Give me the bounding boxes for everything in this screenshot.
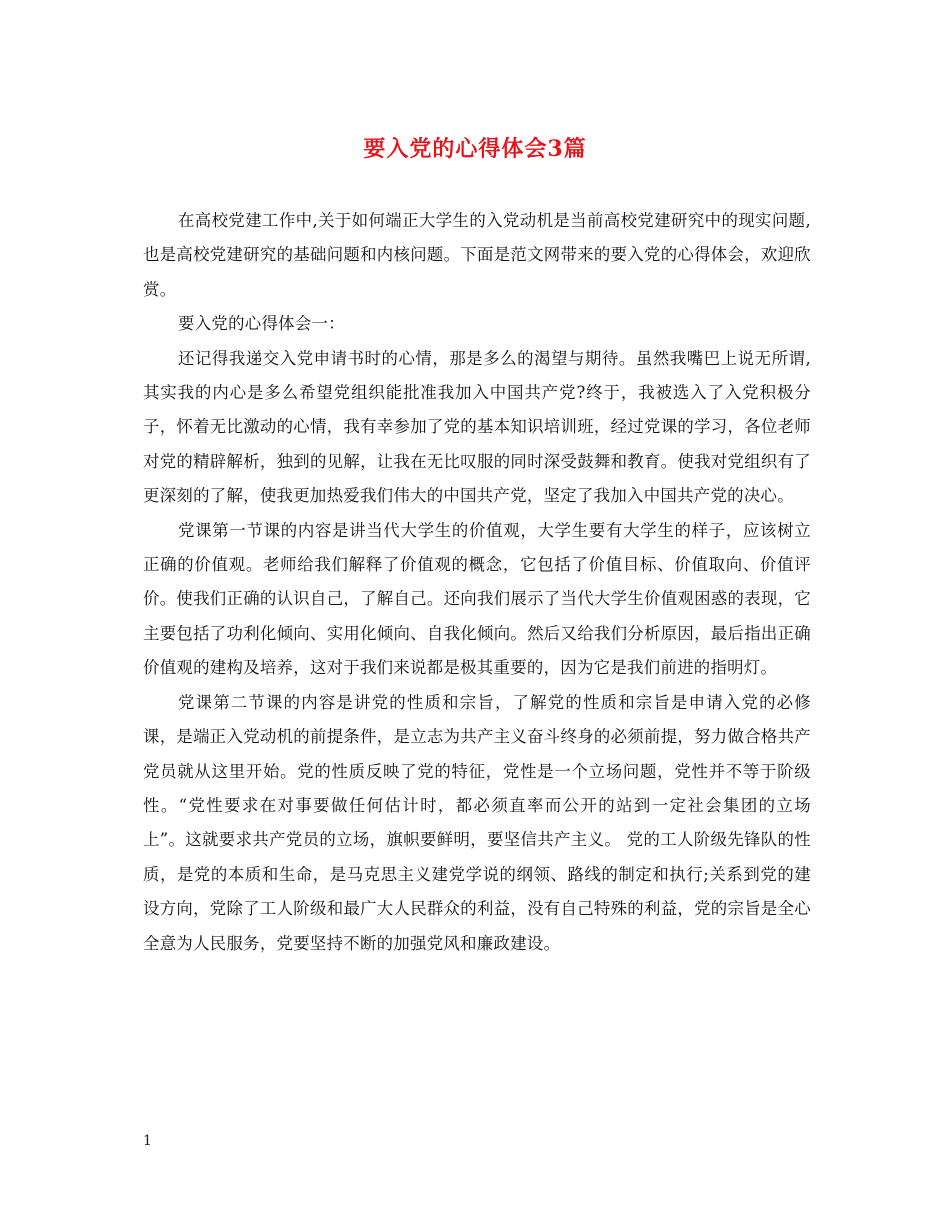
section-heading: 要入党的心得体会一： (178, 314, 345, 334)
body-paragraph: 还记得我递交入党申请书时的心情，那是多么的渴望与期待。虽然我嘴巴上说无所谓,其实我的内心是多么希望党组织能批准我加入中国共产党?终于，我被选入了入党积极分子，怀着无比激动的心情，我有幸参加了党的基本知识培训班，经过党课的学习，各位老师对党的精辟解析，独到的见解，让我在无比叹服的同时深受鼓舞和教育。使我对党组织有了更深刻的了解，使我更加热爱我们伟大的中国共产党，坚定了我加入中国共产党的决心。 (143, 348, 811, 506)
intro-paragraph: 在高校党建工作中,关于如何端正大学生的入党动机是当前高校党建研究中的现实问题,也是高校党建研究的基础问题和内核问题。下面是范文网带来的要入党的心得体会，欢迎欣赏。 (143, 211, 811, 299)
page-number: 1 (143, 1133, 152, 1149)
body-paragraph: 党课第一节课的内容是讲当代大学生的价值观，大学生要有大学生的样子，应该树立正确的价值观。老师给我们解释了价值观的概念，它包括了价值目标、价值取向、价值评价。使我们正确的认识自己，了解自己。还向我们展示了当代大学生价值观困惑的表现，它主要包括了功利化倾向、实用化倾向、自我化倾向。然后又给我们分析原因，最后指出正确价值观的建构及培养，这对于我们来说都是极其重要的，因为它是我们前进的指明灯。 (143, 520, 811, 678)
document-body (143, 204, 811, 961)
document-title: 要入党的心得体会3篇 (363, 136, 587, 162)
body-paragraph: 党课第二节课的内容是讲党的性质和宗旨，了解党的性质和宗旨是申请入党的必修课，是端正入党动机的前提条件，是立志为共产主义奋斗终身的必须前提，努力做合格共产党员就从这里开始。党的性质反映了党的特征，党性是一个立场问题，党性并不等于阶级性。“党性要求在对事要做任何估计时，都必须直率而公开的站到一定社会集团的立场上”。这就要求共产党员的立场，旗帜要鲜明，要坚信共产主义。 党的工人阶级先锋队的性质，是党的本质和生命，是马克思主义建党学说的纲领、路线的制定和执行;关系到党的建设方向，党除了工人阶级和最广大人民群众的利益，没有自己特殊的利益，党的宗旨是全心全意为人民服务，党要坚持不断的加强党风和廉政建设。 (143, 692, 811, 953)
